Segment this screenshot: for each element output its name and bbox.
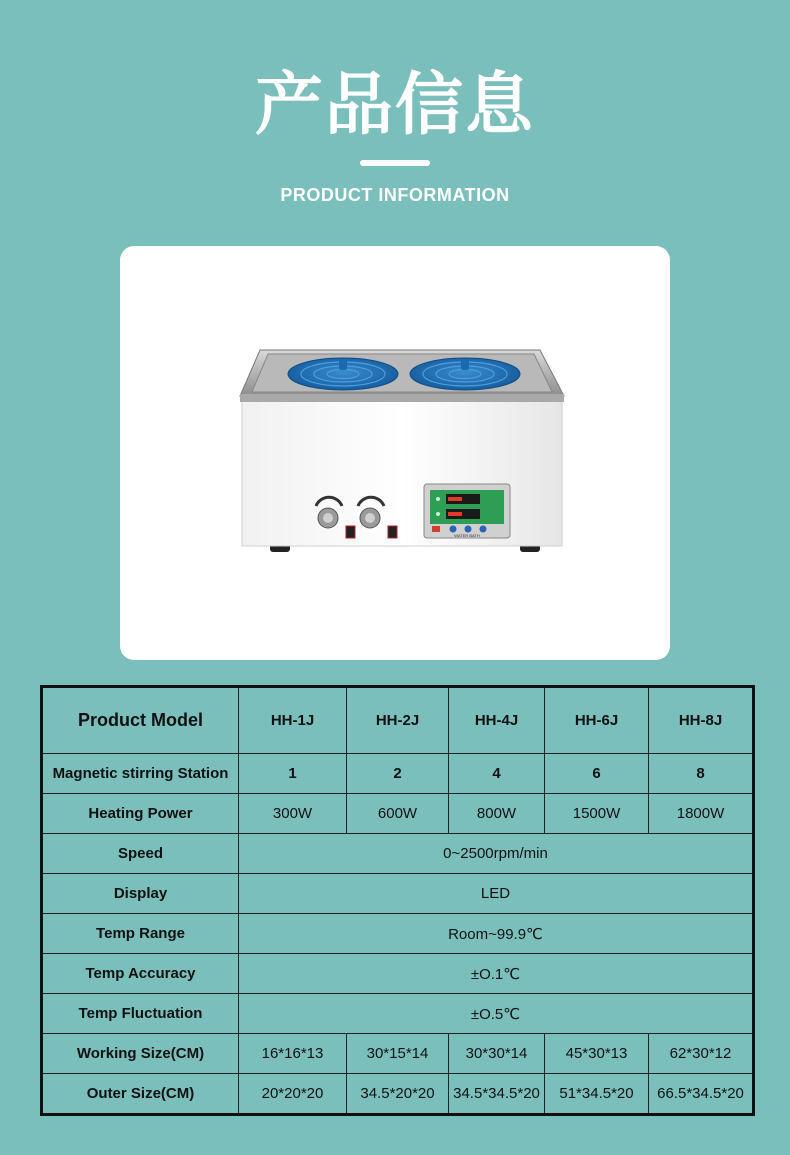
table-cell: 51*34.5*20 xyxy=(545,1074,649,1115)
table-row xyxy=(42,754,754,794)
table-row xyxy=(42,994,754,1034)
model-cell: HH-1J xyxy=(239,687,347,754)
control-panel xyxy=(424,484,510,538)
model-cell: HH-8J xyxy=(649,687,754,754)
spec-table xyxy=(40,685,755,1116)
table-cell: 6 xyxy=(545,754,649,794)
model-cell: HH-2J xyxy=(347,687,449,754)
table-cell: 800W xyxy=(449,794,545,834)
table-cell: 300W xyxy=(239,794,347,834)
merged-cell: 0~2500rpm/min xyxy=(239,834,754,874)
product-image-card xyxy=(120,246,670,660)
table-cell: 1 xyxy=(239,754,347,794)
table-row xyxy=(42,1034,754,1074)
table-header-row xyxy=(42,687,754,754)
title-divider xyxy=(360,160,430,166)
page-title: 产品信息 xyxy=(254,66,535,145)
row-label: Heating Power xyxy=(42,794,239,834)
row-label: Temp Range xyxy=(42,914,239,954)
water-bath-illustration xyxy=(120,246,670,660)
table-cell: 600W xyxy=(347,794,449,834)
table-cell: 34.5*34.5*20 xyxy=(449,1074,545,1115)
table-cell: 1500W xyxy=(545,794,649,834)
header-label: Product Model xyxy=(42,687,239,754)
table-cell: 30*30*14 xyxy=(449,1034,545,1074)
table-cell: 30*15*14 xyxy=(347,1034,449,1074)
row-label: Speed xyxy=(42,834,239,874)
table-cell: 20*20*20 xyxy=(239,1074,347,1115)
table-cell: 2 xyxy=(347,754,449,794)
table-cell: 1800W xyxy=(649,794,754,834)
row-label: Temp Accuracy xyxy=(42,954,239,994)
table-cell: 4 xyxy=(449,754,545,794)
bath-body xyxy=(242,400,562,546)
merged-cell: LED xyxy=(239,874,754,914)
table-cell: 16*16*13 xyxy=(239,1034,347,1074)
table-row xyxy=(42,794,754,834)
table-cell: 34.5*20*20 xyxy=(347,1074,449,1115)
row-label: Temp Fluctuation xyxy=(42,994,239,1034)
table-cell: 62*30*12 xyxy=(649,1034,754,1074)
power-switch-right xyxy=(388,526,397,538)
page-subtitle: PRODUCT INFORMATION xyxy=(280,185,510,205)
table-row xyxy=(42,834,754,874)
table-row xyxy=(42,914,754,954)
model-cell: HH-4J xyxy=(449,687,545,754)
table-row xyxy=(42,954,754,994)
row-label: Working Size(CM) xyxy=(42,1034,239,1074)
panel-label: WATER BATH xyxy=(454,533,480,538)
model-cell: HH-6J xyxy=(545,687,649,754)
table-cell: 66.5*34.5*20 xyxy=(649,1074,754,1115)
table-cell: 8 xyxy=(649,754,754,794)
stirring-lid-left xyxy=(288,358,398,390)
row-label: Display xyxy=(42,874,239,914)
stirring-lid-right xyxy=(410,358,520,390)
merged-cell: Room~99.9℃ xyxy=(239,914,754,954)
merged-cell: ±O.5℃ xyxy=(239,994,754,1034)
row-label: Magnetic stirring Station xyxy=(42,754,239,794)
table-cell: 45*30*13 xyxy=(545,1034,649,1074)
table-row xyxy=(42,1074,754,1115)
table-row xyxy=(42,874,754,914)
power-switch-left xyxy=(346,526,355,538)
merged-cell: ±O.1℃ xyxy=(239,954,754,994)
row-label: Outer Size(CM) xyxy=(42,1074,239,1115)
